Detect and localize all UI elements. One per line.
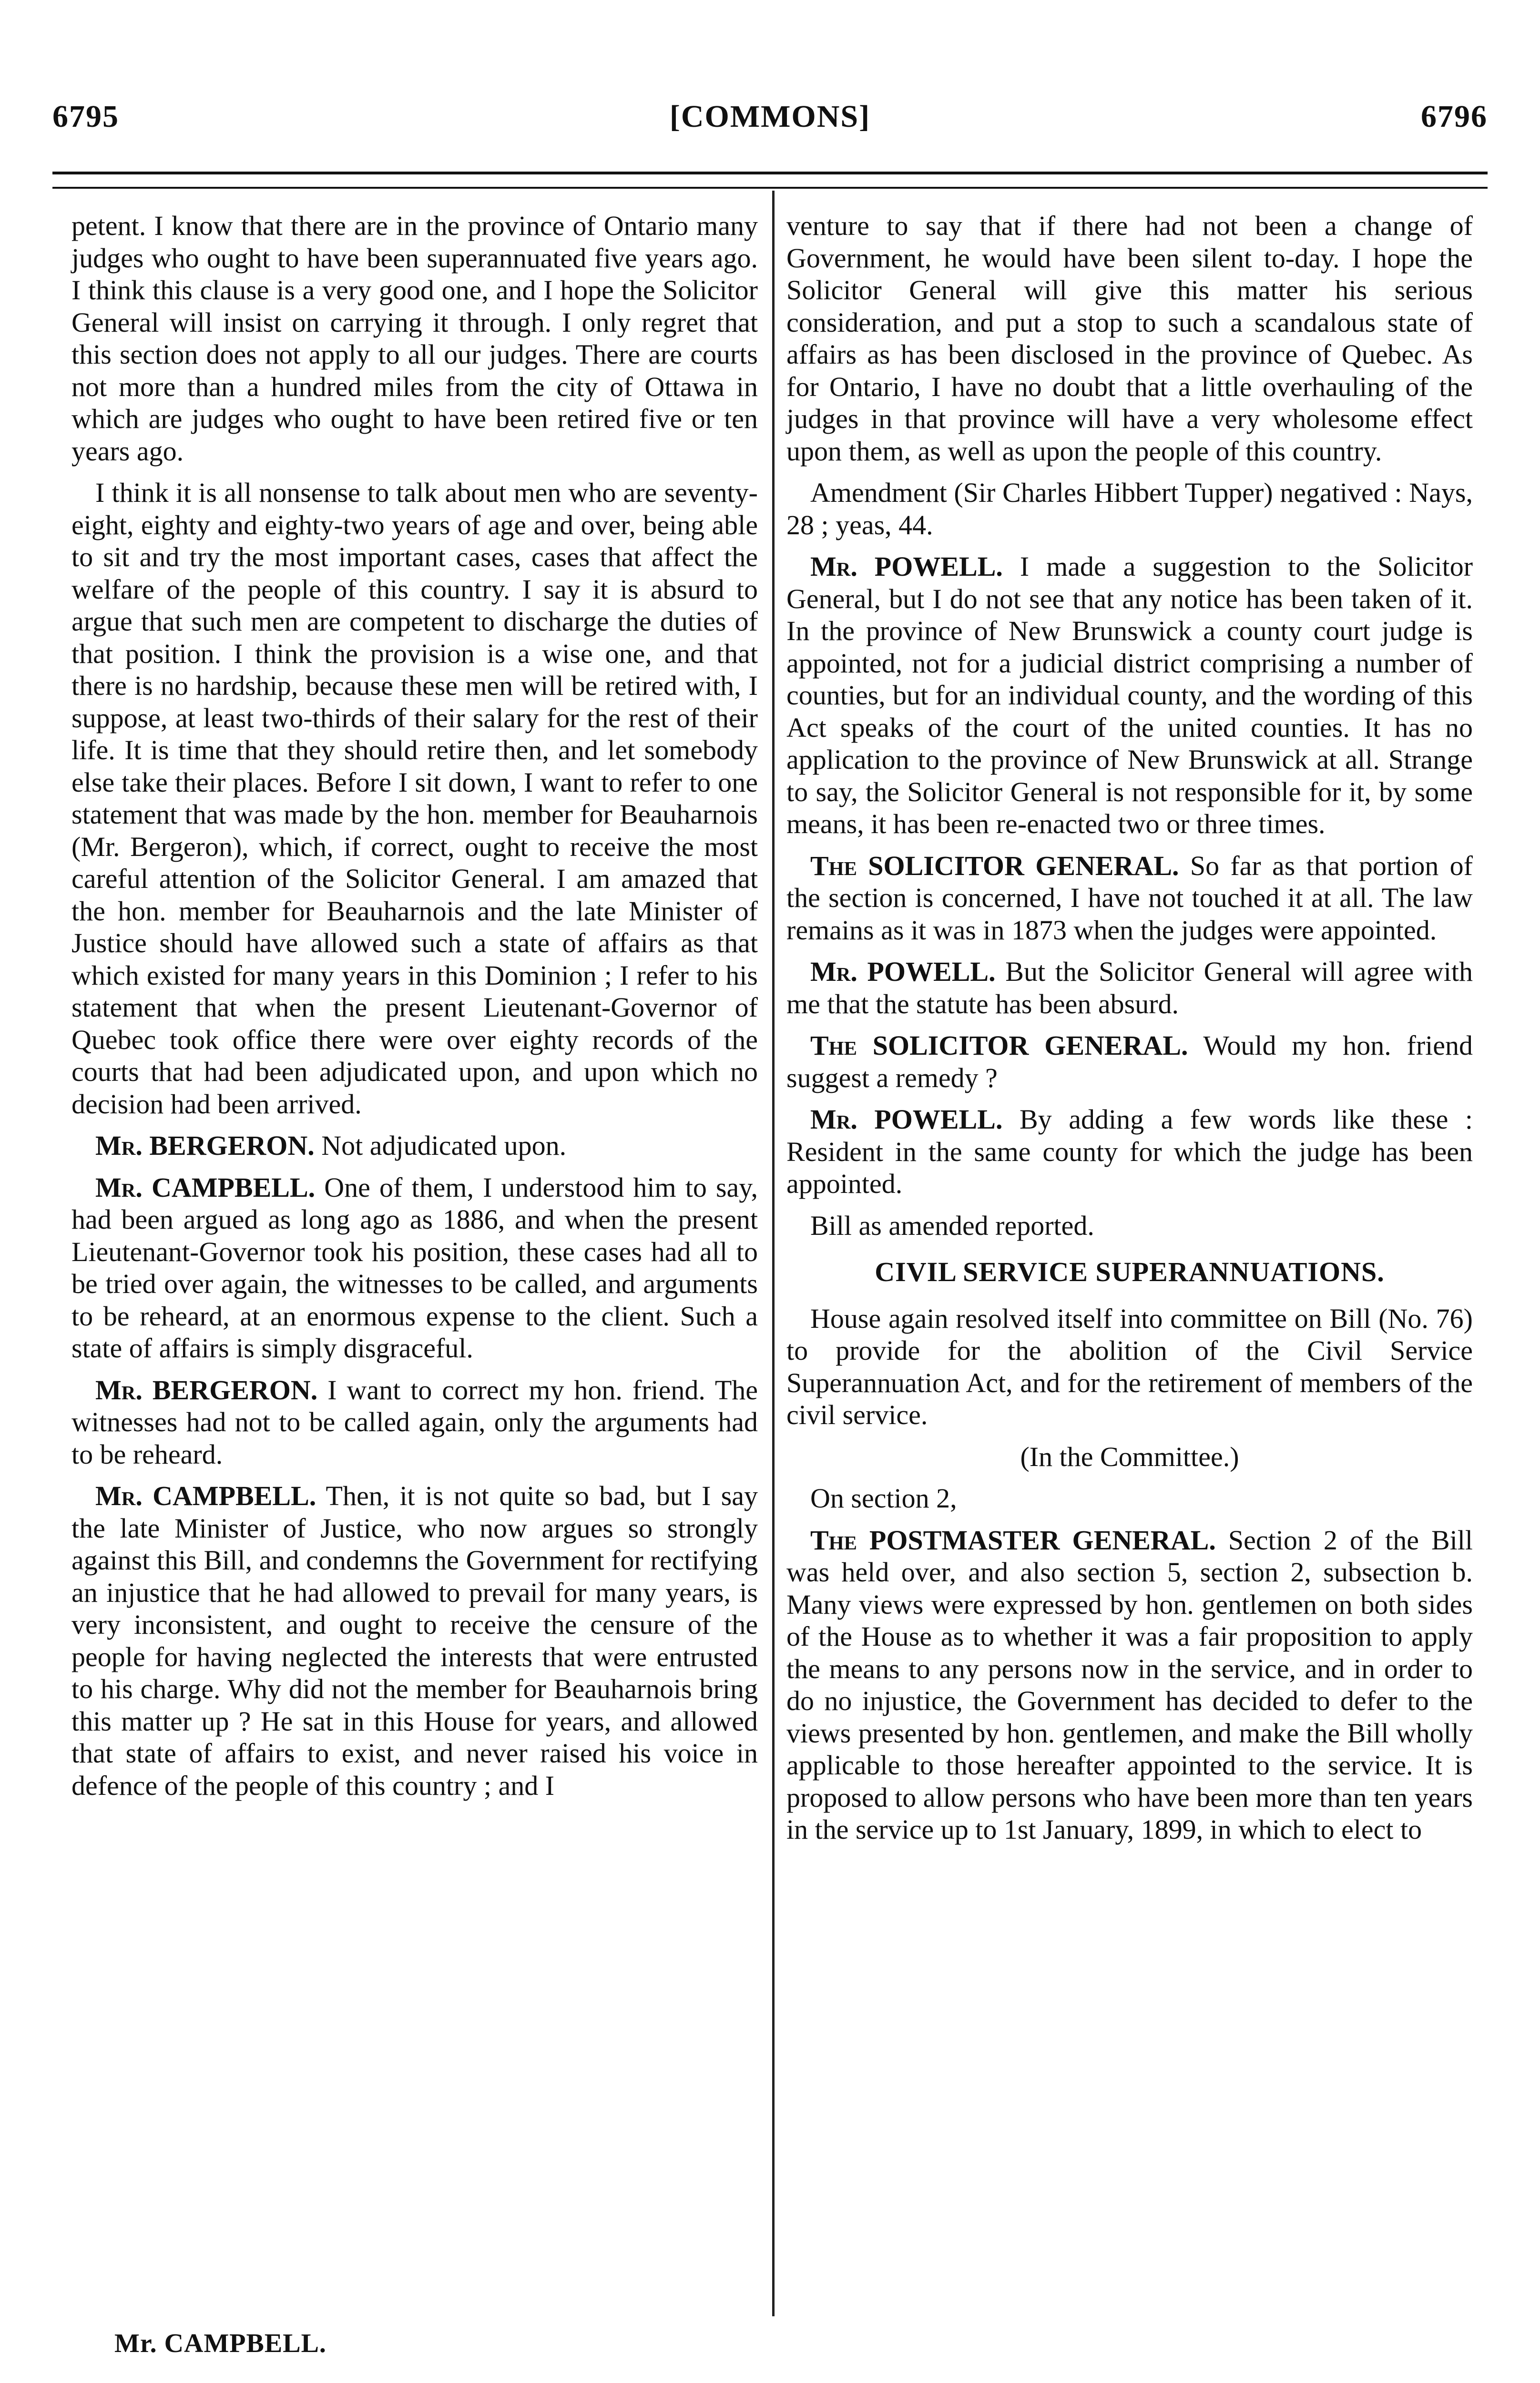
- speaker-name: Mr. POWELL.: [810, 1104, 1003, 1135]
- speech-text: I made a suggestion to the Solicitor General, but I do not see that any notice has been taken of it. In the province of New Brunswick a county court judge is appointed, not for a judicial district comprising a number of counties, but for an individual county, and the wording of this Act speaks of the court of the united counties. It has no application to the province of New Brunswick at all. Strange to say, the Solicitor General is not responsible for it, by some means, it has been re-enacted two or three times.: [786, 551, 1473, 839]
- speech-paragraph: [786, 1524, 1473, 1846]
- speech-text: I want to correct my hon. friend. The witnesses had not to be called again, only the arguments had to be reheard.: [71, 1374, 758, 1470]
- division-result: Amendment (Sir Charles Hibbert Tupper) negatived : Nays, 28 ; yeas, 44.: [786, 477, 1473, 540]
- speech-text: Would my hon. friend suggest a remedy ?: [786, 1030, 1473, 1093]
- speaker-name: Mr. CAMPBELL.: [95, 1171, 316, 1203]
- publication-title: [COMMONS]: [669, 99, 871, 134]
- speech-text: By adding a few words like these : Resident in the same county for which the judge has been appointed.: [786, 1104, 1473, 1199]
- right-column: [786, 210, 1473, 1855]
- speaker-name: Mr. POWELL.: [810, 551, 1003, 582]
- paragraph: House again resolved itself into committee on Bill (No. 76) to provide for the abolition of the Civil Service Superannuation Act, and for the retirement of members of the civil service.: [786, 1303, 1473, 1430]
- speech-paragraph: [786, 956, 1473, 1020]
- speech-paragraph: [71, 1171, 758, 1365]
- column-divider: [772, 191, 775, 2316]
- speaker-name: Mr. BERGERON.: [95, 1374, 318, 1405]
- speech-text: One of them, I understood him to say, had been argued as long ago as 1886, and when the present Lieutenant-Governor took his position, these cases had all to be tried over again, the witnesses to be called, and arguments to be reheard, at an enormous expense to the client. Such a state of affairs is simply disgraceful.: [71, 1171, 758, 1364]
- paragraph: I think it is all nonsense to talk about men who are seventy-eight, eighty and eighty-two years of age and over, being able to sit and try the most important cases, cases that affect the welfare of the people of this country. I say it is absurd to argue that such men are competent to discharge the duties of that position. I think the provision is a wise one, and that there is no hardship, because these men will be retired with, I suppose, at least two-thirds of their salary for the rest of their life. It is time that they should retire then, and let somebody else take their places. Before I sit down, I want to refer to one statement that was made by the hon. member for Beauharnois (Mr. Bergeron), which, if correct, ought to receive the most careful attention of the Solicitor General. I am amazed that the hon. member for Beauharnois and the late Minister of Justice should have allowed such a state of affairs as that which existed for many years in this Dominion ; I refer to his statement that when the present Lieutenant-Governor of Quebec took office there were over eighty records of the courts that had been adjudicated upon, and upon which no decision had been arrived.: [71, 477, 758, 1120]
- speech-paragraph: [71, 1130, 758, 1162]
- speech-text: Not adjudicated upon.: [321, 1130, 567, 1161]
- speaker-name: The SOLICITOR GENERAL.: [810, 1030, 1188, 1061]
- speech-text: But the Solicitor General will agree with me that the statute has been absurd.: [786, 956, 1473, 1019]
- paragraph: On section 2,: [810, 1483, 957, 1514]
- speech-paragraph: [786, 850, 1473, 947]
- speech-paragraph: [71, 1374, 758, 1471]
- section-heading: CIVIL SERVICE SUPERANNUATIONS.: [875, 1256, 1385, 1287]
- speaker-name: The SOLICITOR GENERAL.: [810, 850, 1179, 881]
- speaker-name: Mr. POWELL.: [810, 956, 996, 987]
- speech-paragraph: [786, 550, 1473, 840]
- speaker-name: Mr. CAMPBELL.: [95, 1480, 316, 1511]
- header-rule-top: [52, 172, 1488, 174]
- speaker-name: Mr. BERGERON.: [95, 1130, 315, 1161]
- speech-text: Section 2 of the Bill was held over, and also section 5, section 2, subsection b. Many views were expressed by hon. gentlemen on both sides of the House as to whether it was a fair proposition to apply the means to any persons now in the service, and in order to do no injustice, the Government has decided to defer to the views presented by hon. gentlemen, and make the Bill wholly applicable to those hereafter appointed to the service. It is proposed to allow persons who have been more than ten years in the service up to 1st January, 1899, in which to elect to: [786, 1524, 1473, 1845]
- speech-paragraph: [786, 1029, 1473, 1094]
- committee-note: (In the Committee.): [1020, 1441, 1239, 1472]
- speech-paragraph: [71, 1480, 758, 1802]
- speech-text: So far as that portion of the section is concerned, I have not touched it at all. The law remains as it was in 1873 when the judges were appointed.: [786, 850, 1473, 946]
- left-column: [71, 210, 758, 1811]
- paragraph: Bill as amended reported.: [810, 1210, 1094, 1241]
- left-page-number: 6795: [52, 99, 119, 134]
- speech-paragraph: [786, 1103, 1473, 1200]
- speech-text: Then, it is not quite so bad, but I say the late Minister of Justice, who now argues so strongly against this Bill, and condemns the Government for rectifying an injustice that he had allowed to prevail for many years, is very inconsistent, and ought to receive the censure of the people for having neglected the interests that were entrusted to his charge. Why did not the member for Beauharnois bring this matter up ? He sat in this House for years, and allowed that state of affairs to exist, and never raised his voice in defence of the people of this country ; and I: [71, 1480, 758, 1801]
- speaker-name: The POSTMASTER GENERAL.: [810, 1524, 1216, 1556]
- paragraph: petent. I know that there are in the province of Ontario many judges who ought to have been superannuated five years ago. I think this clause is a very good one, and I hope the Solicitor General will insist on carrying it through. I only regret that this section does not apply to all our judges. There are courts not more than a hundred miles from the city of Ottawa in which are judges who ought to have been retired five or ten years ago.: [71, 210, 758, 467]
- footer-speaker: Mr. CAMPBELL.: [114, 2329, 326, 2358]
- paragraph: venture to say that if there had not been a change of Government, he would have been silent to-day. I hope the Solicitor General will give this matter his serious consideration, and put a stop to such a scandalous state of affairs as has been disclosed in the province of Quebec. As for Ontario, I have no doubt that a little overhauling of the judges in that province will have a very wholesome effect upon them, as well as upon the people of this country.: [786, 210, 1473, 467]
- header-rule-bottom: [52, 187, 1488, 189]
- right-page-number: 6796: [1420, 99, 1488, 134]
- page-header: [52, 91, 1488, 143]
